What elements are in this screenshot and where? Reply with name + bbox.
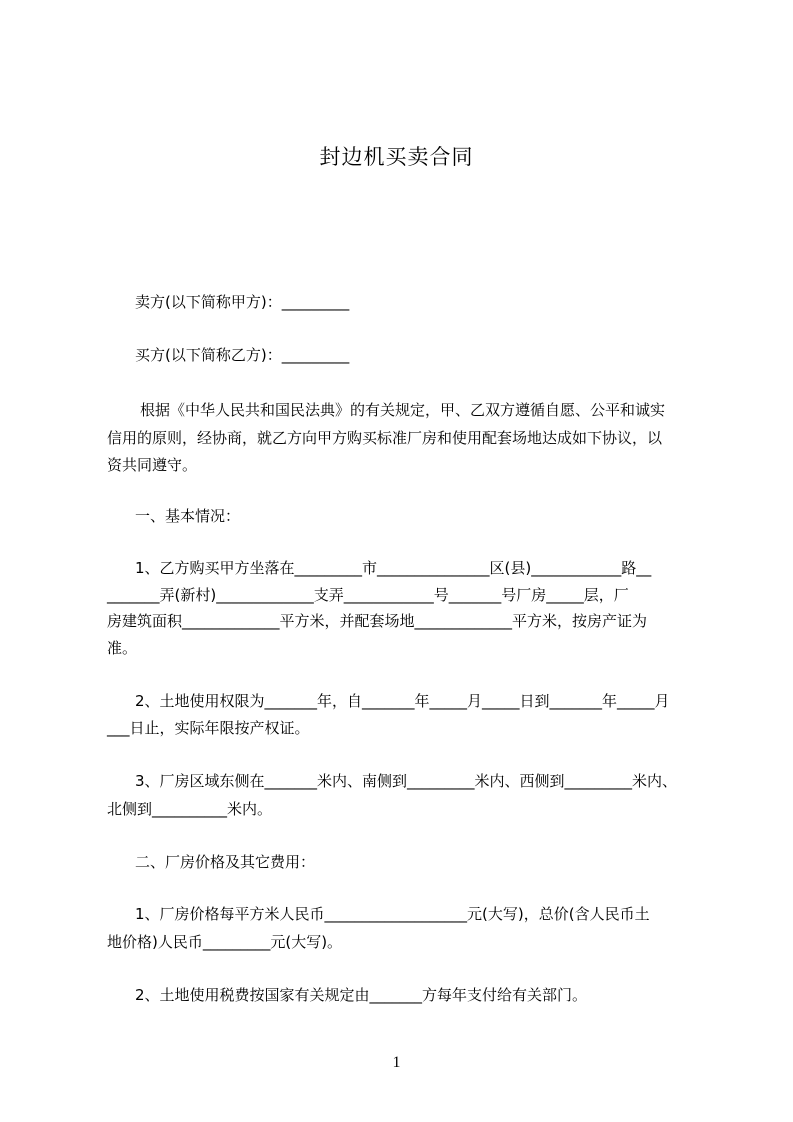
clause-1-2-line-2: ___日止，实际年限按产权证。 xyxy=(107,719,310,737)
section-heading-1: 一、基本情况： xyxy=(135,507,241,525)
clause-2-1-line-2: 地价格)人民币_________元(大写)。 xyxy=(107,933,343,951)
seller-line: 卖方(以下简称甲方)：_________ xyxy=(135,293,350,311)
intro-line-1: 根据《中华人民共和国民法典》的有关规定，甲、乙双方遵循自愿、公平和诚实 xyxy=(140,401,666,419)
clause-1-3-line-2: 北侧到__________米内。 xyxy=(107,800,273,818)
clause-1-1-line-4: 准。 xyxy=(107,639,138,657)
page-number: 1 xyxy=(392,1054,401,1071)
section-heading-2: 二、厂房价格及其它费用： xyxy=(135,853,316,871)
intro-line-2: 信用的原则，经协商，就乙方向甲方购买标准厂房和使用配套场地达成如下协议，以 xyxy=(107,429,663,447)
buyer-line: 买方(以下简称乙方)：_________ xyxy=(135,346,350,364)
document-title: 封边机买卖合同 xyxy=(319,145,474,169)
clause-1-1-line-2: _______弄(新村)_____________支弄____________号_______号厂房_____层，厂 xyxy=(107,586,629,604)
intro-line-3: 资共同遵守。 xyxy=(107,456,198,474)
clause-2-1-line-1: 1、厂房价格每平方米人民币___________________元(大写)，总价(含人民币土 xyxy=(135,905,650,923)
clause-1-3-line-1: 3、厂房区域东侧在_______米内、南侧到_________米内、西侧到_________米内、 xyxy=(135,772,678,790)
clause-1-1-line-3: 房建筑面积_____________平方米，并配套场地_____________平方米，按房产证为 xyxy=(107,612,648,630)
clause-2-2-line-1: 2、土地使用税费按国家有关规定由_______方每年支付给有关部门。 xyxy=(135,986,588,1004)
clause-1-1-line-1: 1、乙方购买甲方坐落在_________市_______________区(县)____________路__ xyxy=(135,559,652,577)
clause-1-2-line-1: 2、土地使用权限为_______年，自_______年_____月_____日到_______年_____月 xyxy=(135,692,670,710)
